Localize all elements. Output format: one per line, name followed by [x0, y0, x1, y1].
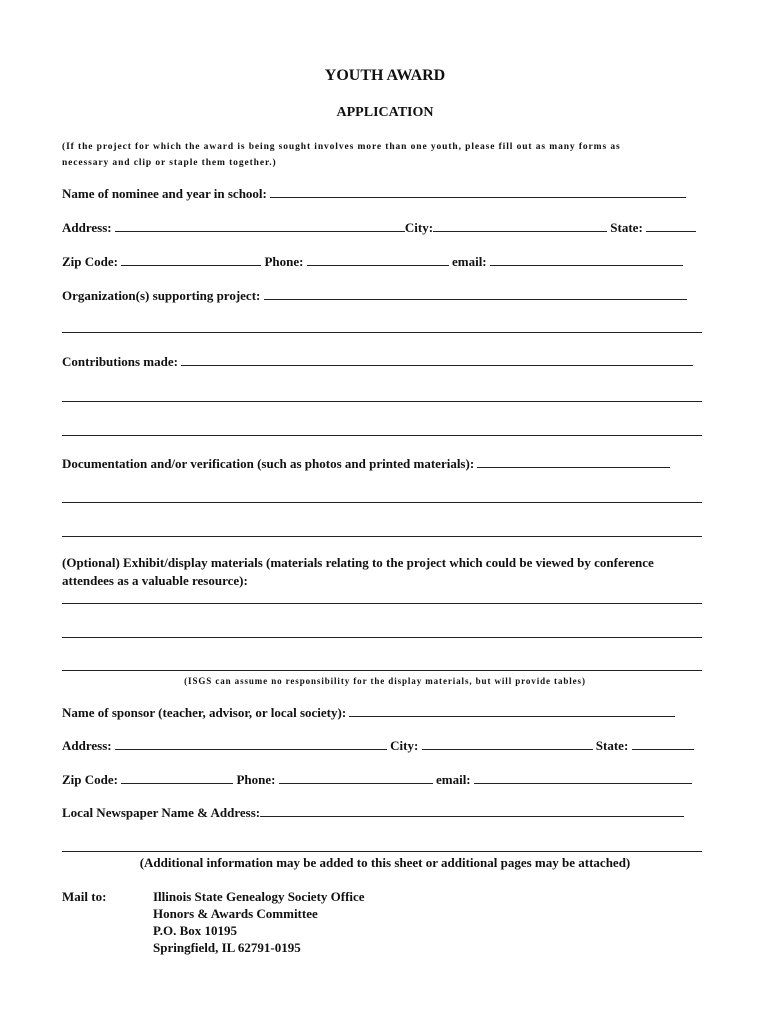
contributions-row	[62, 354, 693, 370]
address-field[interactable]	[115, 220, 405, 232]
form-title: YOUTH AWARD	[324, 67, 446, 84]
isgs-disclaimer-note: (ISGS can assume no responsibility for the display materials, but will provide tables)	[184, 676, 586, 686]
documentation-field[interactable]	[477, 456, 670, 468]
nominee-field[interactable]	[270, 186, 686, 198]
newspaper-field[interactable]	[260, 805, 684, 817]
organizations-field[interactable]	[264, 288, 687, 300]
sponsor-state-field[interactable]	[632, 738, 694, 750]
additional-info-note: (Additional information may be added to this sheet or additional pages may be attached)	[139, 855, 631, 870]
newspaper-row	[62, 805, 684, 821]
contributions-label: Contributions made:	[62, 354, 178, 369]
documentation-label: Documentation and/or verification (such as photos and printed materials):	[62, 456, 475, 471]
email-label: email:	[451, 254, 487, 269]
state-field[interactable]	[646, 220, 696, 232]
sponsor-address-label: Address:	[62, 738, 112, 753]
mail-address-line-1: Illinois State Genealogy Society Office	[153, 889, 365, 904]
sponsor-zip-phone-email-row	[62, 772, 692, 788]
intro-text-line-2: necessary and clip or staple them together.)	[62, 158, 277, 168]
address-row	[62, 220, 696, 236]
optional-exhibit-line-2: attendees as a valuable resource):	[62, 573, 248, 588]
sponsor-row	[62, 705, 675, 721]
contributions-field-line-2[interactable]	[62, 401, 702, 402]
mail-address-line-4: Springfield, IL 62791-0195	[153, 940, 301, 955]
sponsor-zip-field[interactable]	[121, 772, 233, 784]
organizations-label: Organization(s) supporting project:	[62, 288, 261, 303]
zip-phone-email-row	[62, 254, 683, 270]
state-label: State:	[610, 220, 643, 235]
documentation-field-line-2[interactable]	[62, 502, 702, 503]
documentation-field-line-3[interactable]	[62, 536, 702, 537]
sponsor-phone-label: Phone:	[236, 772, 276, 787]
nominee-row	[62, 186, 686, 202]
nominee-label: Name of nominee and year in school:	[62, 186, 267, 201]
optional-exhibit-line-1: (Optional) Exhibit/display materials (materials relating to the project which could be viewed by conference	[62, 555, 654, 570]
sponsor-field[interactable]	[349, 705, 675, 717]
city-label: City:	[404, 220, 434, 235]
sponsor-email-label: email:	[435, 772, 471, 787]
mail-to-label: Mail to:	[62, 889, 107, 904]
sponsor-zip-label: Zip Code:	[62, 772, 118, 787]
exhibit-field-line-2[interactable]	[62, 637, 702, 638]
sponsor-address-row	[62, 738, 694, 754]
sponsor-label: Name of sponsor (teacher, advisor, or local society):	[62, 705, 347, 720]
email-field[interactable]	[490, 254, 683, 266]
sponsor-email-field[interactable]	[474, 772, 692, 784]
organizations-field-line-2[interactable]	[62, 332, 702, 333]
organizations-row	[62, 288, 687, 304]
zip-field[interactable]	[121, 254, 261, 266]
address-label: Address:	[62, 220, 112, 235]
sponsor-city-field[interactable]	[422, 738, 593, 750]
mail-address-line-2: Honors & Awards Committee	[153, 906, 318, 921]
sponsor-phone-field[interactable]	[279, 772, 433, 784]
sponsor-state-label: State:	[595, 738, 629, 753]
contributions-field[interactable]	[181, 354, 693, 366]
exhibit-field-line-1[interactable]	[62, 603, 702, 604]
newspaper-label: Local Newspaper Name & Address:	[62, 805, 261, 820]
mail-address-line-3: P.O. Box 10195	[153, 923, 238, 938]
phone-field[interactable]	[307, 254, 449, 266]
city-field[interactable]	[433, 220, 607, 232]
newspaper-field-line-2[interactable]	[62, 851, 702, 852]
zip-label: Zip Code:	[62, 254, 118, 269]
sponsor-address-field[interactable]	[115, 738, 387, 750]
intro-text-line-1: (If the project for which the award is being sought involves more than one youth, please fill out as many forms as	[62, 142, 621, 152]
form-subtitle: APPLICATION	[336, 105, 434, 120]
phone-label: Phone:	[264, 254, 304, 269]
documentation-row	[62, 456, 670, 472]
exhibit-field-line-3[interactable]	[62, 670, 702, 671]
sponsor-city-label: City:	[390, 738, 419, 753]
contributions-field-line-3[interactable]	[62, 435, 702, 436]
